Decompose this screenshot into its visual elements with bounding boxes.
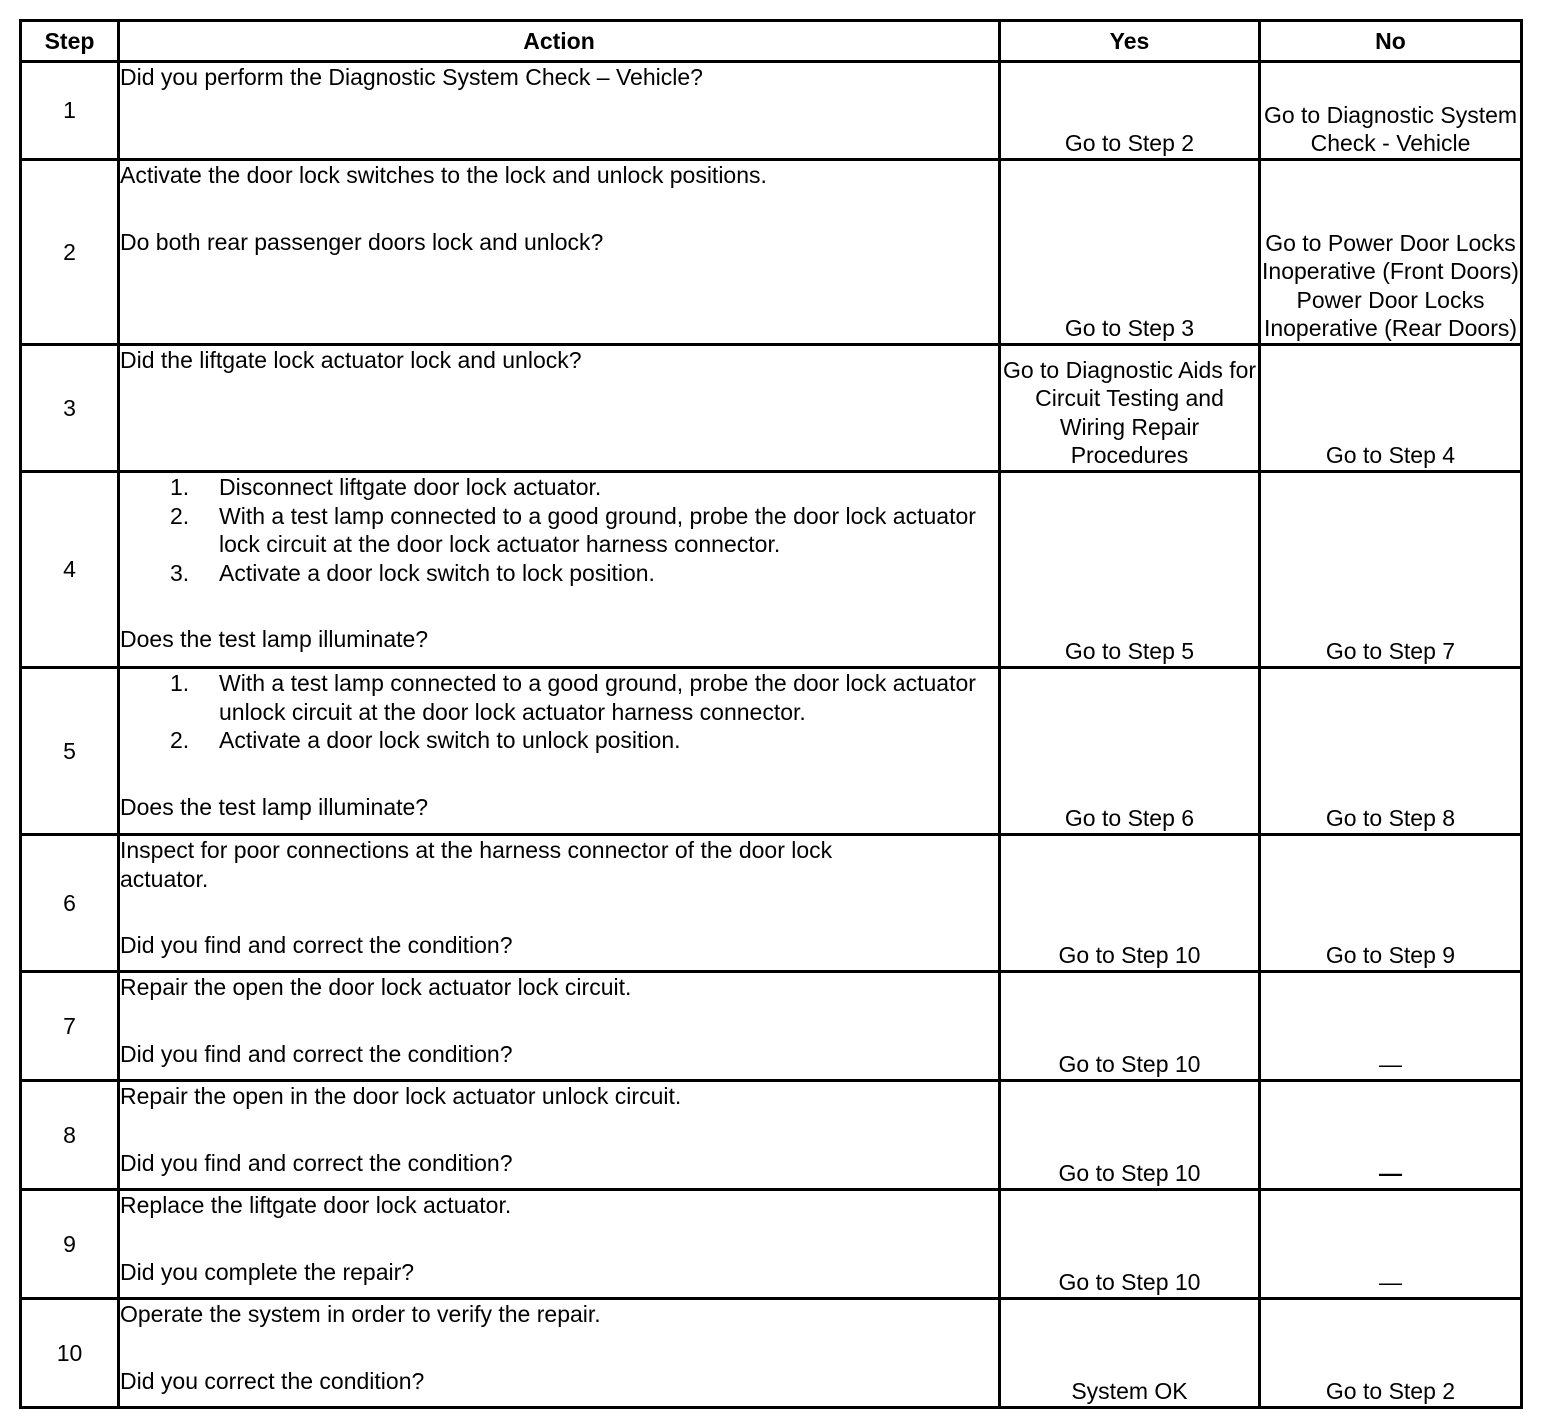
table-row [21, 1299, 1522, 1408]
action-cell [119, 1299, 1000, 1408]
action-cell [119, 472, 1000, 668]
no-cell: Go to Power Door Locks Inoperative (Front Doors) Power Door Locks Inoperative (Rear Doors) [1260, 160, 1522, 345]
action-cell [119, 160, 1000, 345]
action-cell [119, 972, 1000, 1081]
table-row [21, 62, 1522, 160]
no-cell: Go to Step 2 [1260, 1299, 1522, 1408]
action-instruction: Repair the open in the door lock actuator unlock circuit. [120, 1083, 682, 1109]
no-cell: Go to Diagnostic System Check - Vehicle [1260, 62, 1522, 160]
action-cell [119, 62, 1000, 160]
table-row [21, 160, 1522, 345]
no-cell: — [1260, 972, 1522, 1081]
step-number: 7 [21, 972, 119, 1081]
step-number: 10 [21, 1299, 119, 1408]
action-instruction: Replace the liftgate door lock actuator. [120, 1192, 512, 1218]
action-cell [119, 1190, 1000, 1299]
diagnostic-table [19, 19, 1523, 1409]
yes-cell: System OK [1000, 1299, 1260, 1408]
header-action: Action [119, 21, 1000, 62]
yes-cell: Go to Step 10 [1000, 1190, 1260, 1299]
step-number: 4 [21, 472, 119, 668]
yes-cell: Go to Step 10 [1000, 972, 1260, 1081]
list-item: 3. Activate a door lock switch to lock position. [170, 559, 655, 586]
action-question: Did you find and correct the condition? [120, 932, 513, 959]
no-cell: Go to Step 8 [1260, 668, 1522, 835]
action-instruction: Inspect for poor connections at the harness connector of the door lock actuator. [120, 837, 833, 892]
table-row [21, 1190, 1522, 1299]
header-row [21, 21, 1522, 62]
header-yes: Yes [1000, 21, 1260, 62]
action-cell [119, 345, 1000, 472]
yes-cell: Go to Step 5 [1000, 472, 1260, 668]
action-question: Does the test lamp illuminate? [120, 793, 429, 820]
header-step: Step [21, 21, 119, 62]
action-question: Do both rear passenger doors lock and unlock? [120, 228, 604, 255]
no-cell: Go to Step 9 [1260, 835, 1522, 972]
substep-list [120, 473, 998, 587]
action-question: Did you correct the condition? [120, 1367, 425, 1394]
yes-cell: Go to Step 6 [1000, 668, 1260, 835]
yes-cell: Go to Step 3 [1000, 160, 1260, 345]
action-question: Did you complete the repair? [120, 1258, 415, 1285]
no-cell: Go to Step 4 [1260, 345, 1522, 472]
table-row [21, 1081, 1522, 1190]
table-row [21, 668, 1522, 835]
step-number: 9 [21, 1190, 119, 1299]
no-cell: Go to Step 7 [1260, 472, 1522, 668]
yes-cell: Go to Step 10 [1000, 1081, 1260, 1190]
action-question: Does the test lamp illuminate? [120, 626, 429, 653]
table-row [21, 835, 1522, 972]
step-number: 5 [21, 668, 119, 835]
header-no: No [1260, 21, 1522, 62]
no-cell: — [1260, 1081, 1522, 1190]
step-number: 2 [21, 160, 119, 345]
step-number: 1 [21, 62, 119, 160]
action-instruction: Activate the door lock switches to the lock and unlock positions. [120, 162, 767, 188]
step-number: 8 [21, 1081, 119, 1190]
action-instruction: Operate the system in order to verify the repair. [120, 1301, 601, 1327]
list-item: 1. With a test lamp connected to a good ground, probe the door lock actuator unlock circuit at the door lock actuator harness connector. [170, 670, 976, 725]
action-question: Did you perform the Diagnostic System Check – Vehicle? [120, 64, 703, 90]
yes-cell: Go to Step 10 [1000, 835, 1260, 972]
yes-cell: Go to Diagnostic Aids for Circuit Testing and Wiring Repair Procedures [1000, 345, 1260, 472]
action-cell [119, 668, 1000, 835]
action-instruction: Repair the open the door lock actuator lock circuit. [120, 974, 632, 1000]
no-cell: — [1260, 1190, 1522, 1299]
table-row [21, 345, 1522, 472]
action-question: Did the liftgate lock actuator lock and unlock? [120, 347, 582, 373]
table-row [21, 472, 1522, 668]
list-item: 2. With a test lamp connected to a good ground, probe the door lock actuator lock circuit at the door lock actuator harness connector. [170, 502, 976, 558]
substep-list [120, 669, 998, 755]
table-row [21, 972, 1522, 1081]
action-cell [119, 1081, 1000, 1190]
action-question: Did you find and correct the condition? [120, 1040, 513, 1067]
list-item: 1. Disconnect liftgate door lock actuator. [170, 474, 602, 500]
yes-cell: Go to Step 2 [1000, 62, 1260, 160]
list-item: 2. Activate a door lock switch to unlock position. [170, 727, 681, 754]
step-number: 3 [21, 345, 119, 472]
action-cell [119, 835, 1000, 972]
step-number: 6 [21, 835, 119, 972]
action-question: Did you find and correct the condition? [120, 1149, 513, 1176]
